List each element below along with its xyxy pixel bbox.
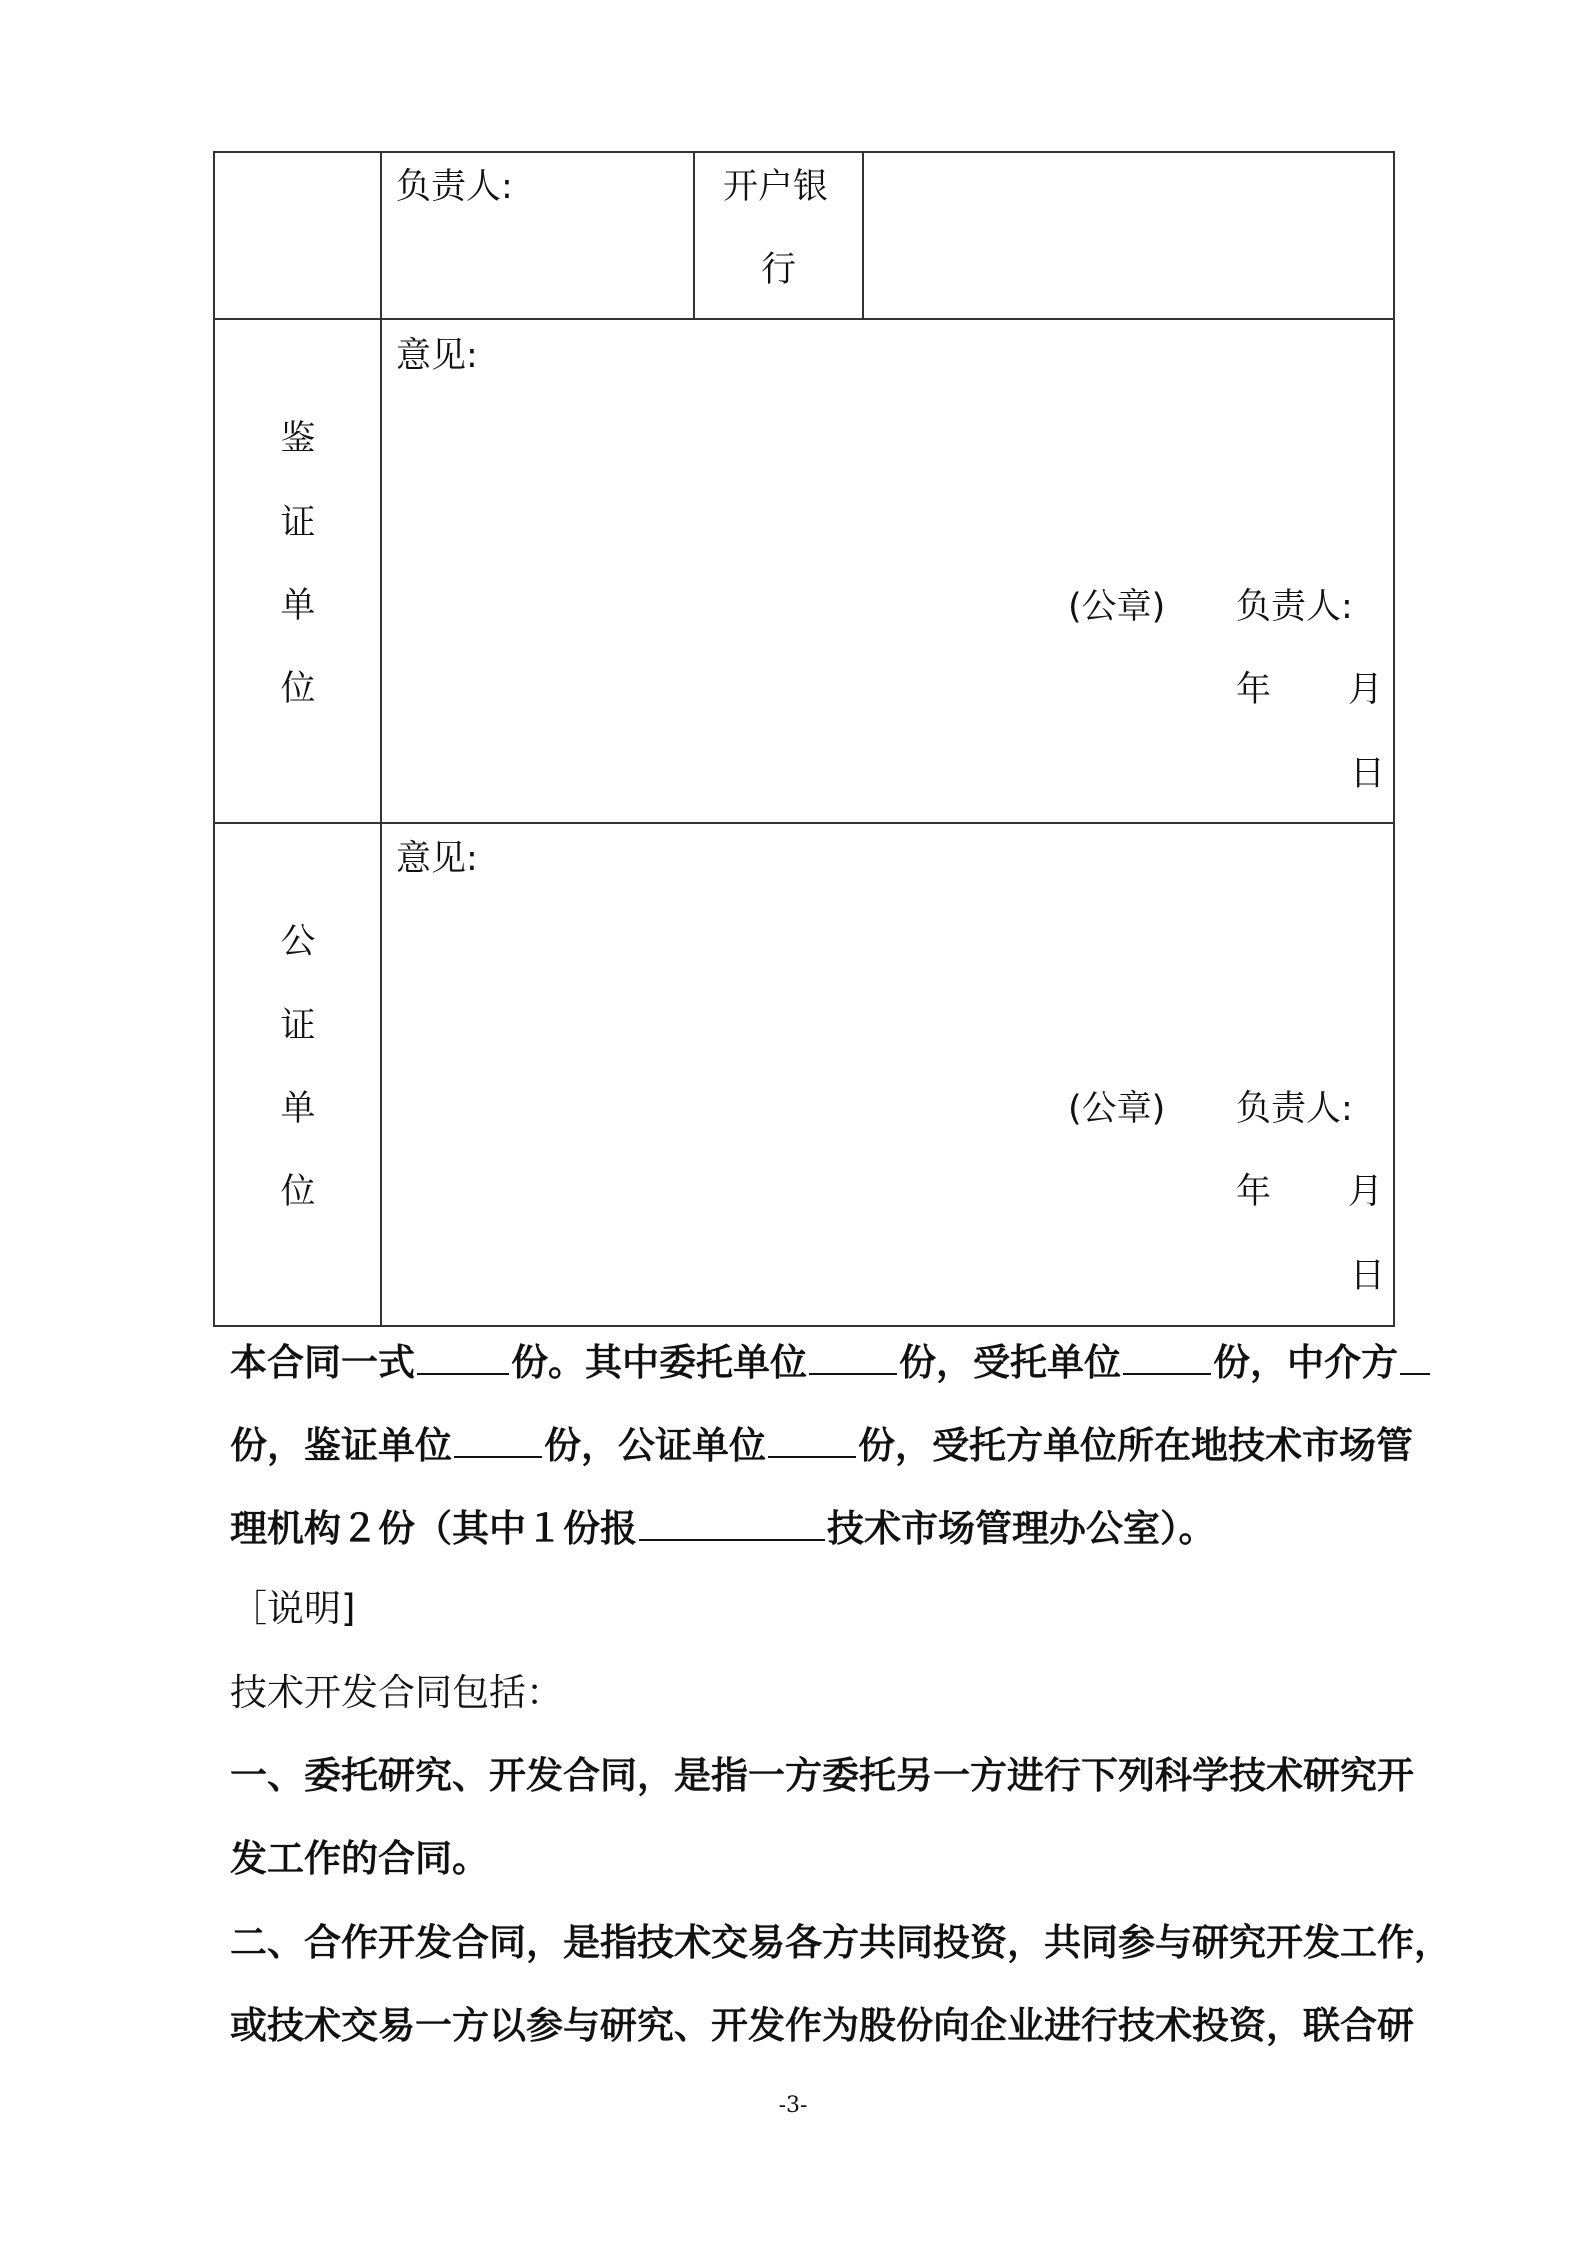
notes-heading: ［说明]	[230, 1587, 356, 1630]
table-border-top	[213, 151, 1395, 153]
notary-unit-char-4: 位	[280, 1172, 316, 1212]
verify-unit-char-4: 位	[280, 669, 316, 709]
verify-day-label: 日	[1350, 754, 1386, 794]
copies-line-2	[230, 1422, 1413, 1467]
copies-text-3a: 理机构２份（其中１份报	[230, 1507, 637, 1550]
table-border-bottom	[213, 1325, 1395, 1327]
notary-day-label: 日	[1350, 1256, 1386, 1296]
bank-label-line1: 开户银	[723, 167, 829, 207]
copies-notary-blank	[768, 1422, 856, 1458]
verify-year-label: 年	[1236, 670, 1272, 710]
notary-month-label: 月	[1348, 1172, 1384, 1212]
bank-label-line2: 行	[761, 250, 797, 290]
notary-year-label: 年	[1236, 1172, 1272, 1212]
table-column-divider	[380, 151, 382, 1327]
copies-text-2c: 份，受托方单位所在地技术市场管	[858, 1424, 1413, 1467]
verify-unit-char-1: 鉴	[280, 419, 316, 459]
copies-line-3	[230, 1505, 1216, 1550]
copies-text-1b: 份。其中委托单位	[511, 1341, 807, 1384]
copies-text-3b: 技术市场管理办公室）。	[827, 1507, 1216, 1550]
table-border-right	[1393, 151, 1395, 1327]
notes-item2-line1: 二、合作开发合同，是指技术交易各方共同投资，共同参与研究开发工作，	[230, 1921, 1451, 1964]
copies-total-blank	[417, 1339, 509, 1375]
copies-contractor-blank	[1123, 1339, 1211, 1375]
copies-agent-blank	[1400, 1339, 1430, 1375]
notary-principal-label: 负责人:	[1236, 1089, 1353, 1129]
copies-text-2b: 份，公证单位	[544, 1424, 766, 1467]
verify-principal-label: 负责人:	[1236, 587, 1353, 627]
table-row-divider-2	[213, 822, 1395, 824]
copies-text-1d: 份，中介方	[1213, 1341, 1398, 1384]
copies-verify-blank	[454, 1422, 542, 1458]
verify-unit-char-3: 单	[280, 586, 316, 626]
notes-intro: 技术开发合同包括：	[230, 1671, 563, 1714]
page-number: -3-	[778, 2093, 808, 2118]
table-cell-divider-b	[862, 151, 864, 320]
verify-unit-char-2: 证	[280, 503, 316, 543]
notary-unit-char-1: 公	[280, 922, 316, 962]
notes-item2-line2: 或技术交易一方以参与研究、开发作为股份向企业进行技术投资，联合研	[230, 2004, 1414, 2047]
copies-line-1	[230, 1339, 1432, 1384]
notary-unit-char-3: 单	[280, 1089, 316, 1129]
notes-item1-line2: 发工作的合同。	[230, 1837, 489, 1880]
copies-text-2a: 份，鉴证单位	[230, 1424, 452, 1467]
notary-opinion-label: 意见:	[396, 839, 478, 879]
notary-unit-char-2: 证	[280, 1006, 316, 1046]
table-cell-divider-a	[693, 151, 695, 320]
table-row-divider-1	[213, 318, 1395, 320]
table-border-left	[213, 151, 215, 1327]
notes-item1-line1: 一、委托研究、开发合同，是指一方委托另一方进行下列科学技术研究开	[230, 1754, 1414, 1797]
copies-text-1c: 份，受托单位	[899, 1341, 1121, 1384]
notary-seal-label: (公章)	[1068, 1089, 1166, 1129]
copies-office-blank	[639, 1505, 825, 1541]
verify-opinion-label: 意见:	[396, 336, 478, 376]
verify-seal-label: (公章)	[1068, 587, 1166, 627]
verify-month-label: 月	[1348, 670, 1384, 710]
principal-label: 负责人:	[396, 167, 513, 207]
copies-client-blank	[809, 1339, 897, 1375]
copies-text-1a: 本合同一式	[230, 1341, 415, 1384]
